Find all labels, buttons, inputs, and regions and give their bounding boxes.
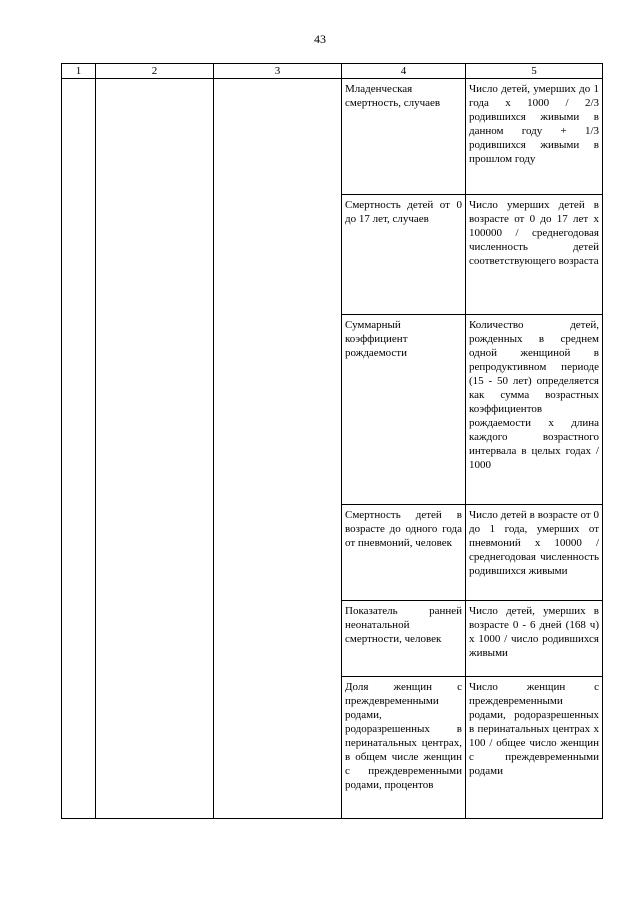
indicator-formula: Число умерших детей в возрасте от 0 до 17 лет x 100000 / среднегодовая численность детей соответствующего возраста [466, 195, 603, 315]
table-row [62, 79, 603, 195]
column-header-3: 3 [214, 64, 342, 79]
indicator-name: Смертность детей от 0 до 17 лет, случаев [342, 195, 466, 315]
header-row [62, 64, 603, 79]
column-header-5: 5 [466, 64, 603, 79]
indicator-formula: Количество детей, рожденных в среднем одной женщиной в репродуктивном периоде (15 - 50 лет) определяется как сумма возрастных коэффициентов рождаемости x длина каждого возрастного интервала в целых годах / 1000 [466, 315, 603, 505]
indicator-name: Показатель ранней неонатальной смертности, человек [342, 601, 466, 677]
indicator-formula: Число детей, умерших до 1 года x 1000 / 2/3 родившихся живыми в данном году + 1/3 родившихся живыми в прошлом году [466, 79, 603, 195]
cell-col-2 [96, 79, 214, 819]
page-number: 43 [314, 32, 326, 46]
indicator-name: Смертность детей в возрасте до одного года от пневмоний, человек [342, 505, 466, 601]
cell-col-3 [214, 79, 342, 819]
indicator-formula: Число детей в возрасте от 0 до 1 года, умерших от пневмоний x 10000 / среднегодовая численность родившихся живыми [466, 505, 603, 601]
column-header-1: 1 [62, 64, 96, 79]
indicators-table [61, 63, 603, 819]
column-header-4: 4 [342, 64, 466, 79]
cell-col-1 [62, 79, 96, 819]
indicator-formula: Число детей, умерших в возрасте 0 - 6 дней (168 ч) x 1000 / число родившихся живыми [466, 601, 603, 677]
column-header-2: 2 [96, 64, 214, 79]
indicator-formula: Число женщин с преждевременными родами, родоразрешенных в перинатальных центрах x 100 / общее число женщин с преждевременными родами [466, 677, 603, 819]
indicator-name: Младенческая смертность, случаев [342, 79, 466, 195]
indicator-name: Доля женщин с преждевременными родами, родоразрешенных в перинатальных центрах, в общем числе женщин с преждевременными родами, процентов [342, 677, 466, 819]
indicator-name: Суммарный коэффициент рождаемости [342, 315, 466, 505]
